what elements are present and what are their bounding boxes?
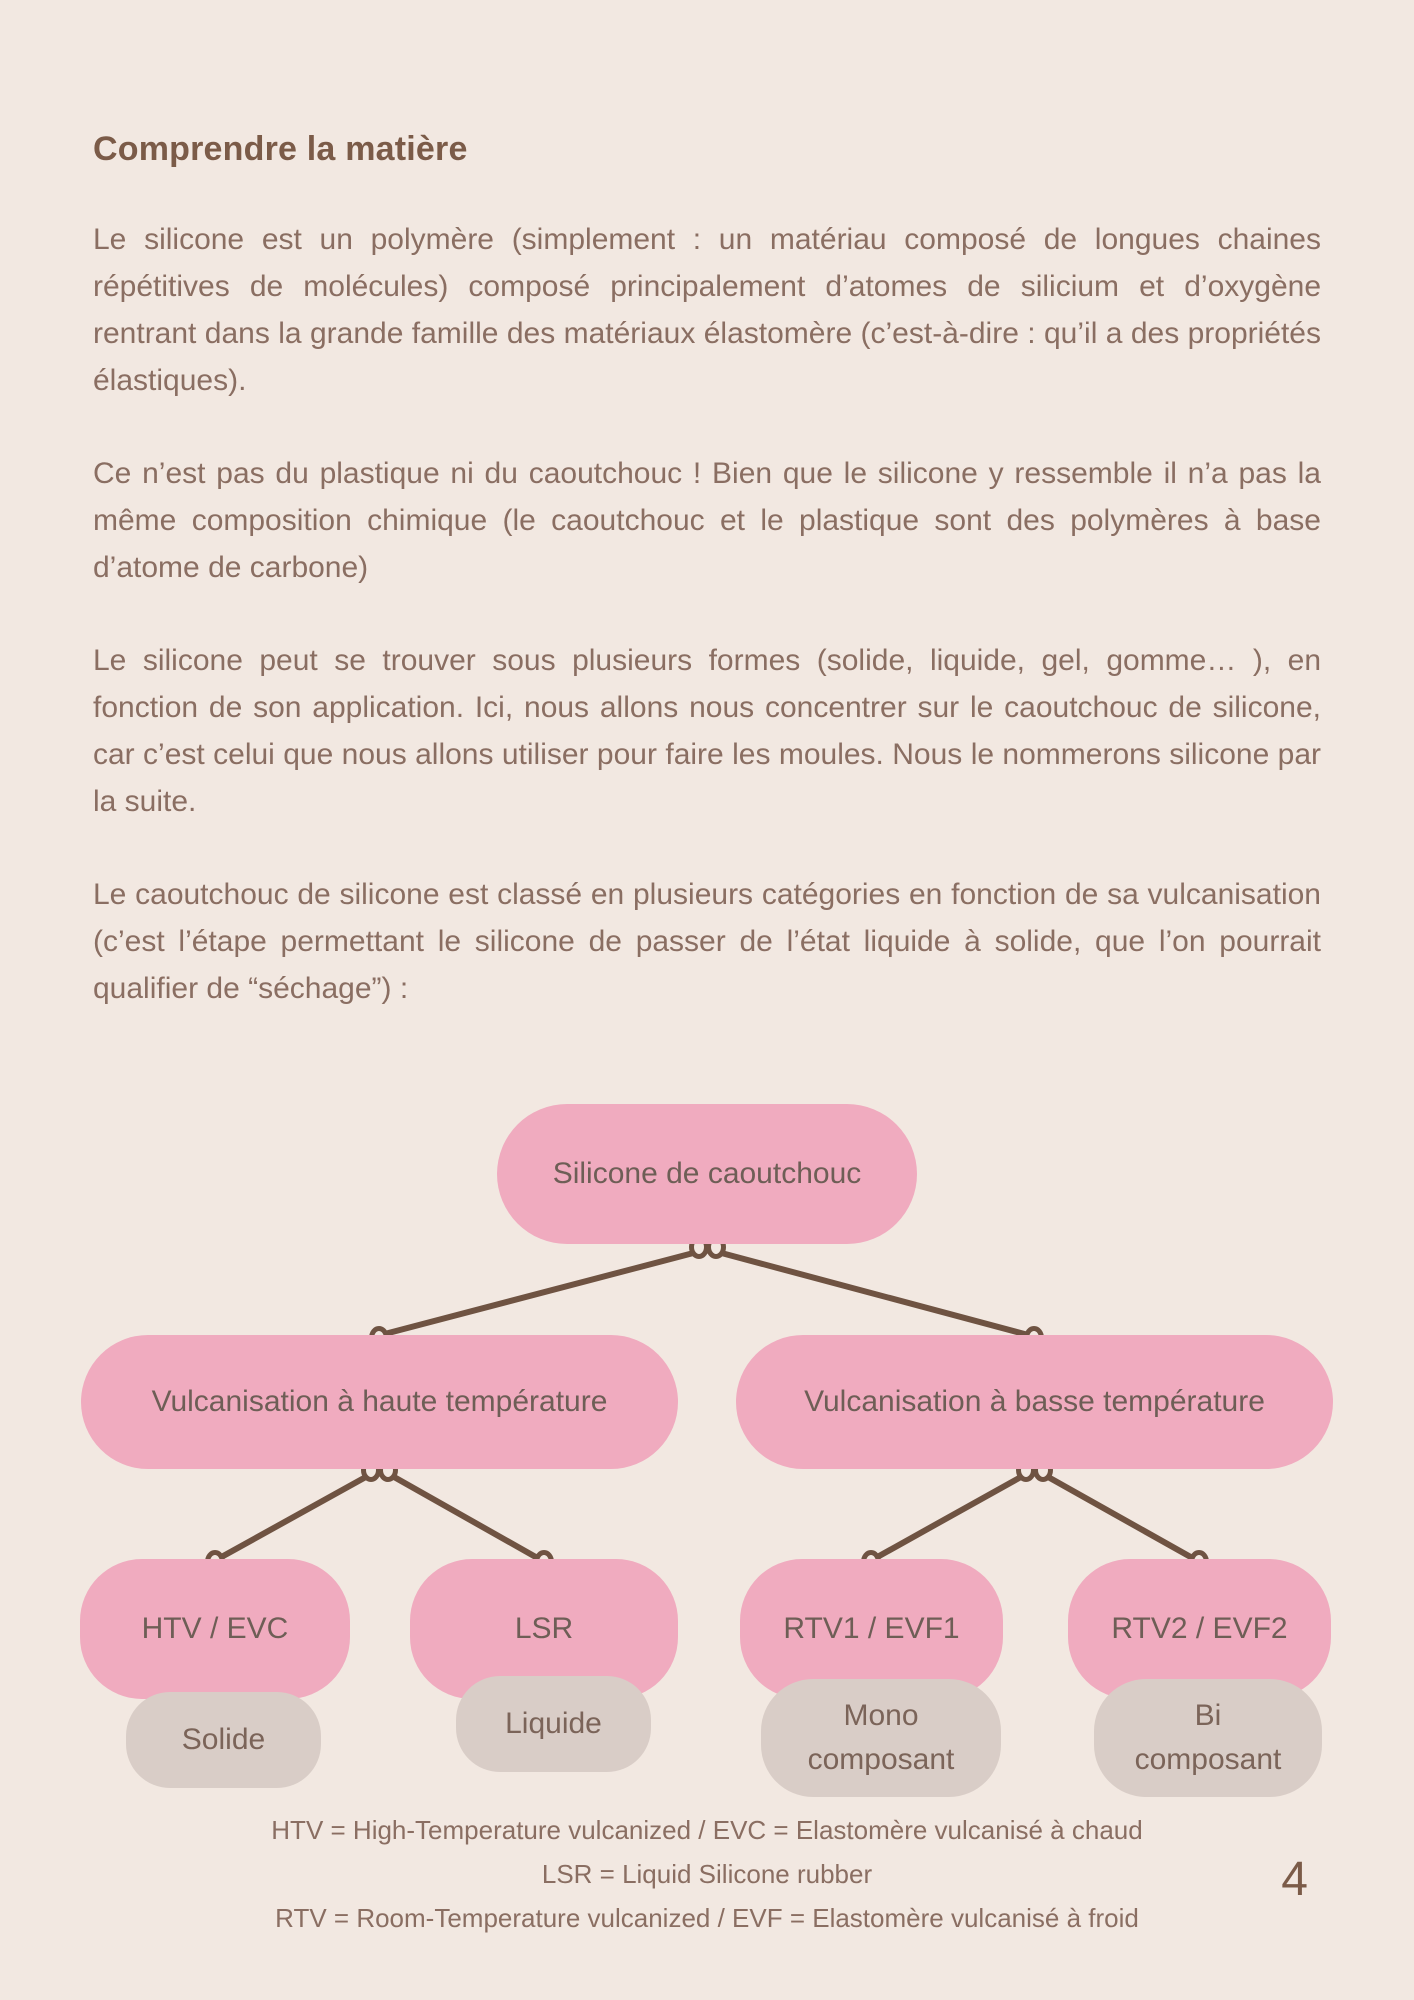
state-badge-solide-label: Solide [181,1723,266,1756]
page-number: 4 [1281,1853,1308,1906]
tree-node-root [497,1104,917,1244]
state-badge-mono-composant-label: Mono composant [807,1699,955,1776]
paragraph-categories: Le caoutchouc de silicone est classé en plusieurs catégories en fonction de sa vulcanisation (c’est l’étape permettant le silicone de passer de l’état liquide à solide, que l’on pourrait qualifier de “séchage”) : [93,878,1321,1005]
state-badge-bi-composant-label: Bi composant [1134,1699,1282,1776]
tree-node-root-label: Silicone de caoutchouc [552,1157,862,1190]
tree-node-htv-evc-label: HTV / EVC [141,1612,289,1645]
legend-line-rtv-evf: RTV = Room-Temperature vulcanized / EVF = Elastomère vulcanisé à froid [275,1903,1139,1933]
tree-node-htv-evc [80,1559,350,1699]
tree-node-haute-temperature [81,1335,678,1469]
legend-line-lsr: LSR = Liquid Silicone rubber [541,1859,873,1889]
abbreviation-legend [0,1808,1414,1940]
state-badge-bi-composant [1094,1679,1322,1797]
tree-node-rtv1-evf1 [740,1559,1003,1699]
tree-node-rtv1-evf1-label: RTV1 / EVF1 [783,1612,960,1645]
state-badge-solide [126,1692,321,1788]
paragraph-formes: Le silicone peut se trouver sous plusieurs formes (solide, liquide, gel, gomme… ), en fonction de son application. Ici, nous allons nous concentrer sur le caoutchouc de silicone, car c’est celui que nous allons utiliser pour faire les moules. Nous le nommerons silicone par la suite. [93,644,1321,818]
tree-node-rtv2-evf2 [1068,1559,1331,1699]
state-badge-liquide [456,1676,651,1772]
tree-node-haute-temperature-label: Vulcanisation à haute température [151,1385,608,1418]
text-column [0,128,1414,1012]
page-title: Comprendre la matière [93,130,468,168]
state-badge-mono-composant [761,1679,1001,1797]
paragraph-silicone-polymere: Le silicone est un polymère (simplement : un matériau composé de longues chaines répétitives de molécules) composé principalement d’atomes de silicium et d’oxygène rentrant dans la grande famille des matériaux élastomère (c’est-à-dire : qu’il a des propriétés élastiques). [93,223,1321,397]
tree-node-basse-temperature-label: Vulcanisation à basse température [804,1385,1265,1418]
legend-line-htv-evc: HTV = High-Temperature vulcanized / EVC = Elastomère vulcanisé à chaud [271,1815,1143,1845]
state-badge-liquide-label: Liquide [505,1707,602,1740]
paragraph-pas-plastique: Ce n’est pas du plastique ni du caoutchouc ! Bien que le silicone y ressemble il n’a pas la même composition chimique (le caoutchouc et le plastique sont des polymères à base d’atome de carbone) [93,457,1321,584]
tree-node-lsr-label: LSR [514,1612,574,1645]
silicone-classification-tree [0,1079,1414,1794]
tree-node-basse-temperature [736,1335,1333,1469]
tree-node-rtv2-evf2-label: RTV2 / EVF2 [1111,1612,1288,1645]
